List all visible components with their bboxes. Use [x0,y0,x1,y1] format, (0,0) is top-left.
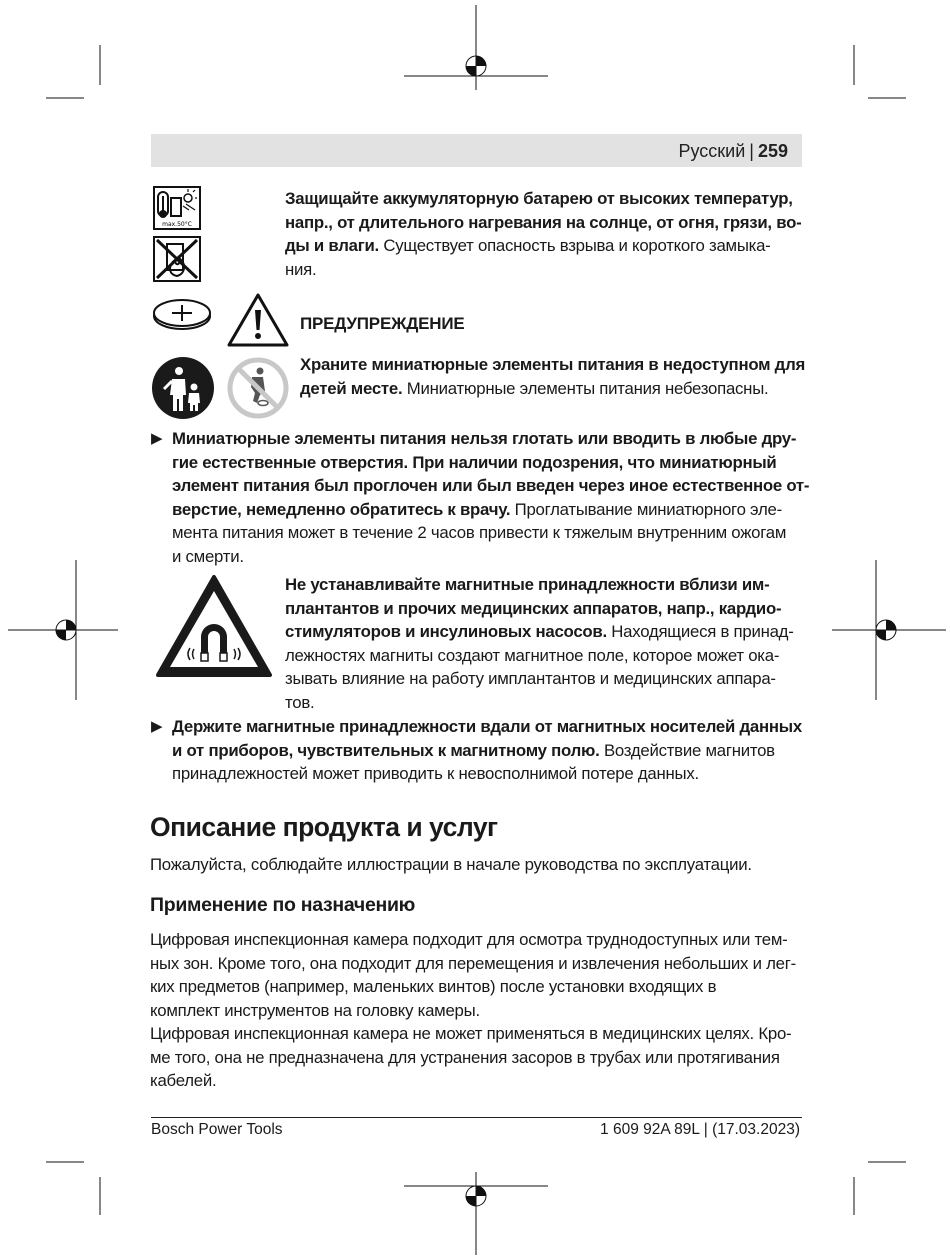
section-intro: Пожалуйста, соблюдайте иллюстрации в начале руководства по эксплуатации. [150,855,752,874]
intended-use-paragraph-1: Цифровая инспекционная камера подходит для осмотра труднодоступных или тем- ных зон. Кроме того, она подходит для перемещения и извлечения небольших и лег- ких предметов (например, маленьких винтов) после установки входящих в комплект инструментов на головку камеры. [150,930,796,1020]
magnetic-field-warning-icon [154,573,274,679]
battery-heat-warning: Защищайте аккумуляторную батарею от высоких температур, напр., от длительного нагревания на солнце, от огня, грязи, во- ды и влаги. Существует опасность взрыва и короткого замыка- ния. [285,189,802,279]
swallow-warning: Миниатюрные элементы питания нельзя глотать или вводить в любые дру- гие естественные отверстия. При наличии подозрения, что миниатюрный элемент питания был проглочен или был введен через иное естественное от- верстие, немедленно обратитесь к врачу. Проглатывание миниатюрного эле- мента питания может в течение 2 часов привести к тяжелым внутренним ожогам и смерти. [172,429,810,566]
coin-cell-battery-icon [152,298,212,332]
section-title: Описание продукта и услуг [150,812,498,842]
keep-away-from-children-icon [152,357,214,419]
warning-triangle-icon [226,292,290,348]
page-number: 259 [757,141,788,161]
footer-document-code: 1 609 92A 89L | (17.03.2023) [600,1121,800,1138]
intended-use-paragraph-2: Цифровая инспекционная камера не может применяться в медицинских целях. Кро- ме того, она не предназначена для устранения засоров в трубах или протягивания кабелей. [150,1024,792,1091]
no-fire-water-icon [153,236,201,282]
magnets-data-warning: Держите магнитные принадлежности вдали от магнитных носителей данных и от приборов, чувствительных к магнитному полю. Воздействие магнитов принадлежностей может приводить к невосполнимой потере данных. [172,717,802,784]
header-language: Русский [678,141,746,161]
footer-divider [151,1117,802,1118]
no-swallowing-icon [227,357,289,419]
page-header [151,134,802,167]
header-label: Русский | 259 [678,141,788,161]
footer-brand: Bosch Power Tools [151,1121,283,1138]
max-temp-text: max.50°C [162,221,192,228]
bullet-magnets-data: ▶ [151,718,163,735]
max-temperature-icon [153,186,201,230]
signal-word: ПРЕДУПРЕЖДЕНИЕ [300,314,465,333]
children-warning: Храните миниатюрные элементы питания в недоступном для детей месте. Миниатюрные элементы питания небезопасны. [300,355,806,398]
bullet-swallow: ▶ [151,430,163,447]
subsection-title: Применение по назначению [150,894,416,916]
magnets-implants-warning: Не устанавливайте магнитные принадлежности вблизи им- плантантов и прочих медицинских аппаратов, напр., кардио- стимуляторов и инсулиновых насосов. Находящиеся в принад- лежностях магниты создают магнитное поле, которое может ока- зывать влияние на работу имплантантов и медицинских аппара- тов. [285,575,794,712]
